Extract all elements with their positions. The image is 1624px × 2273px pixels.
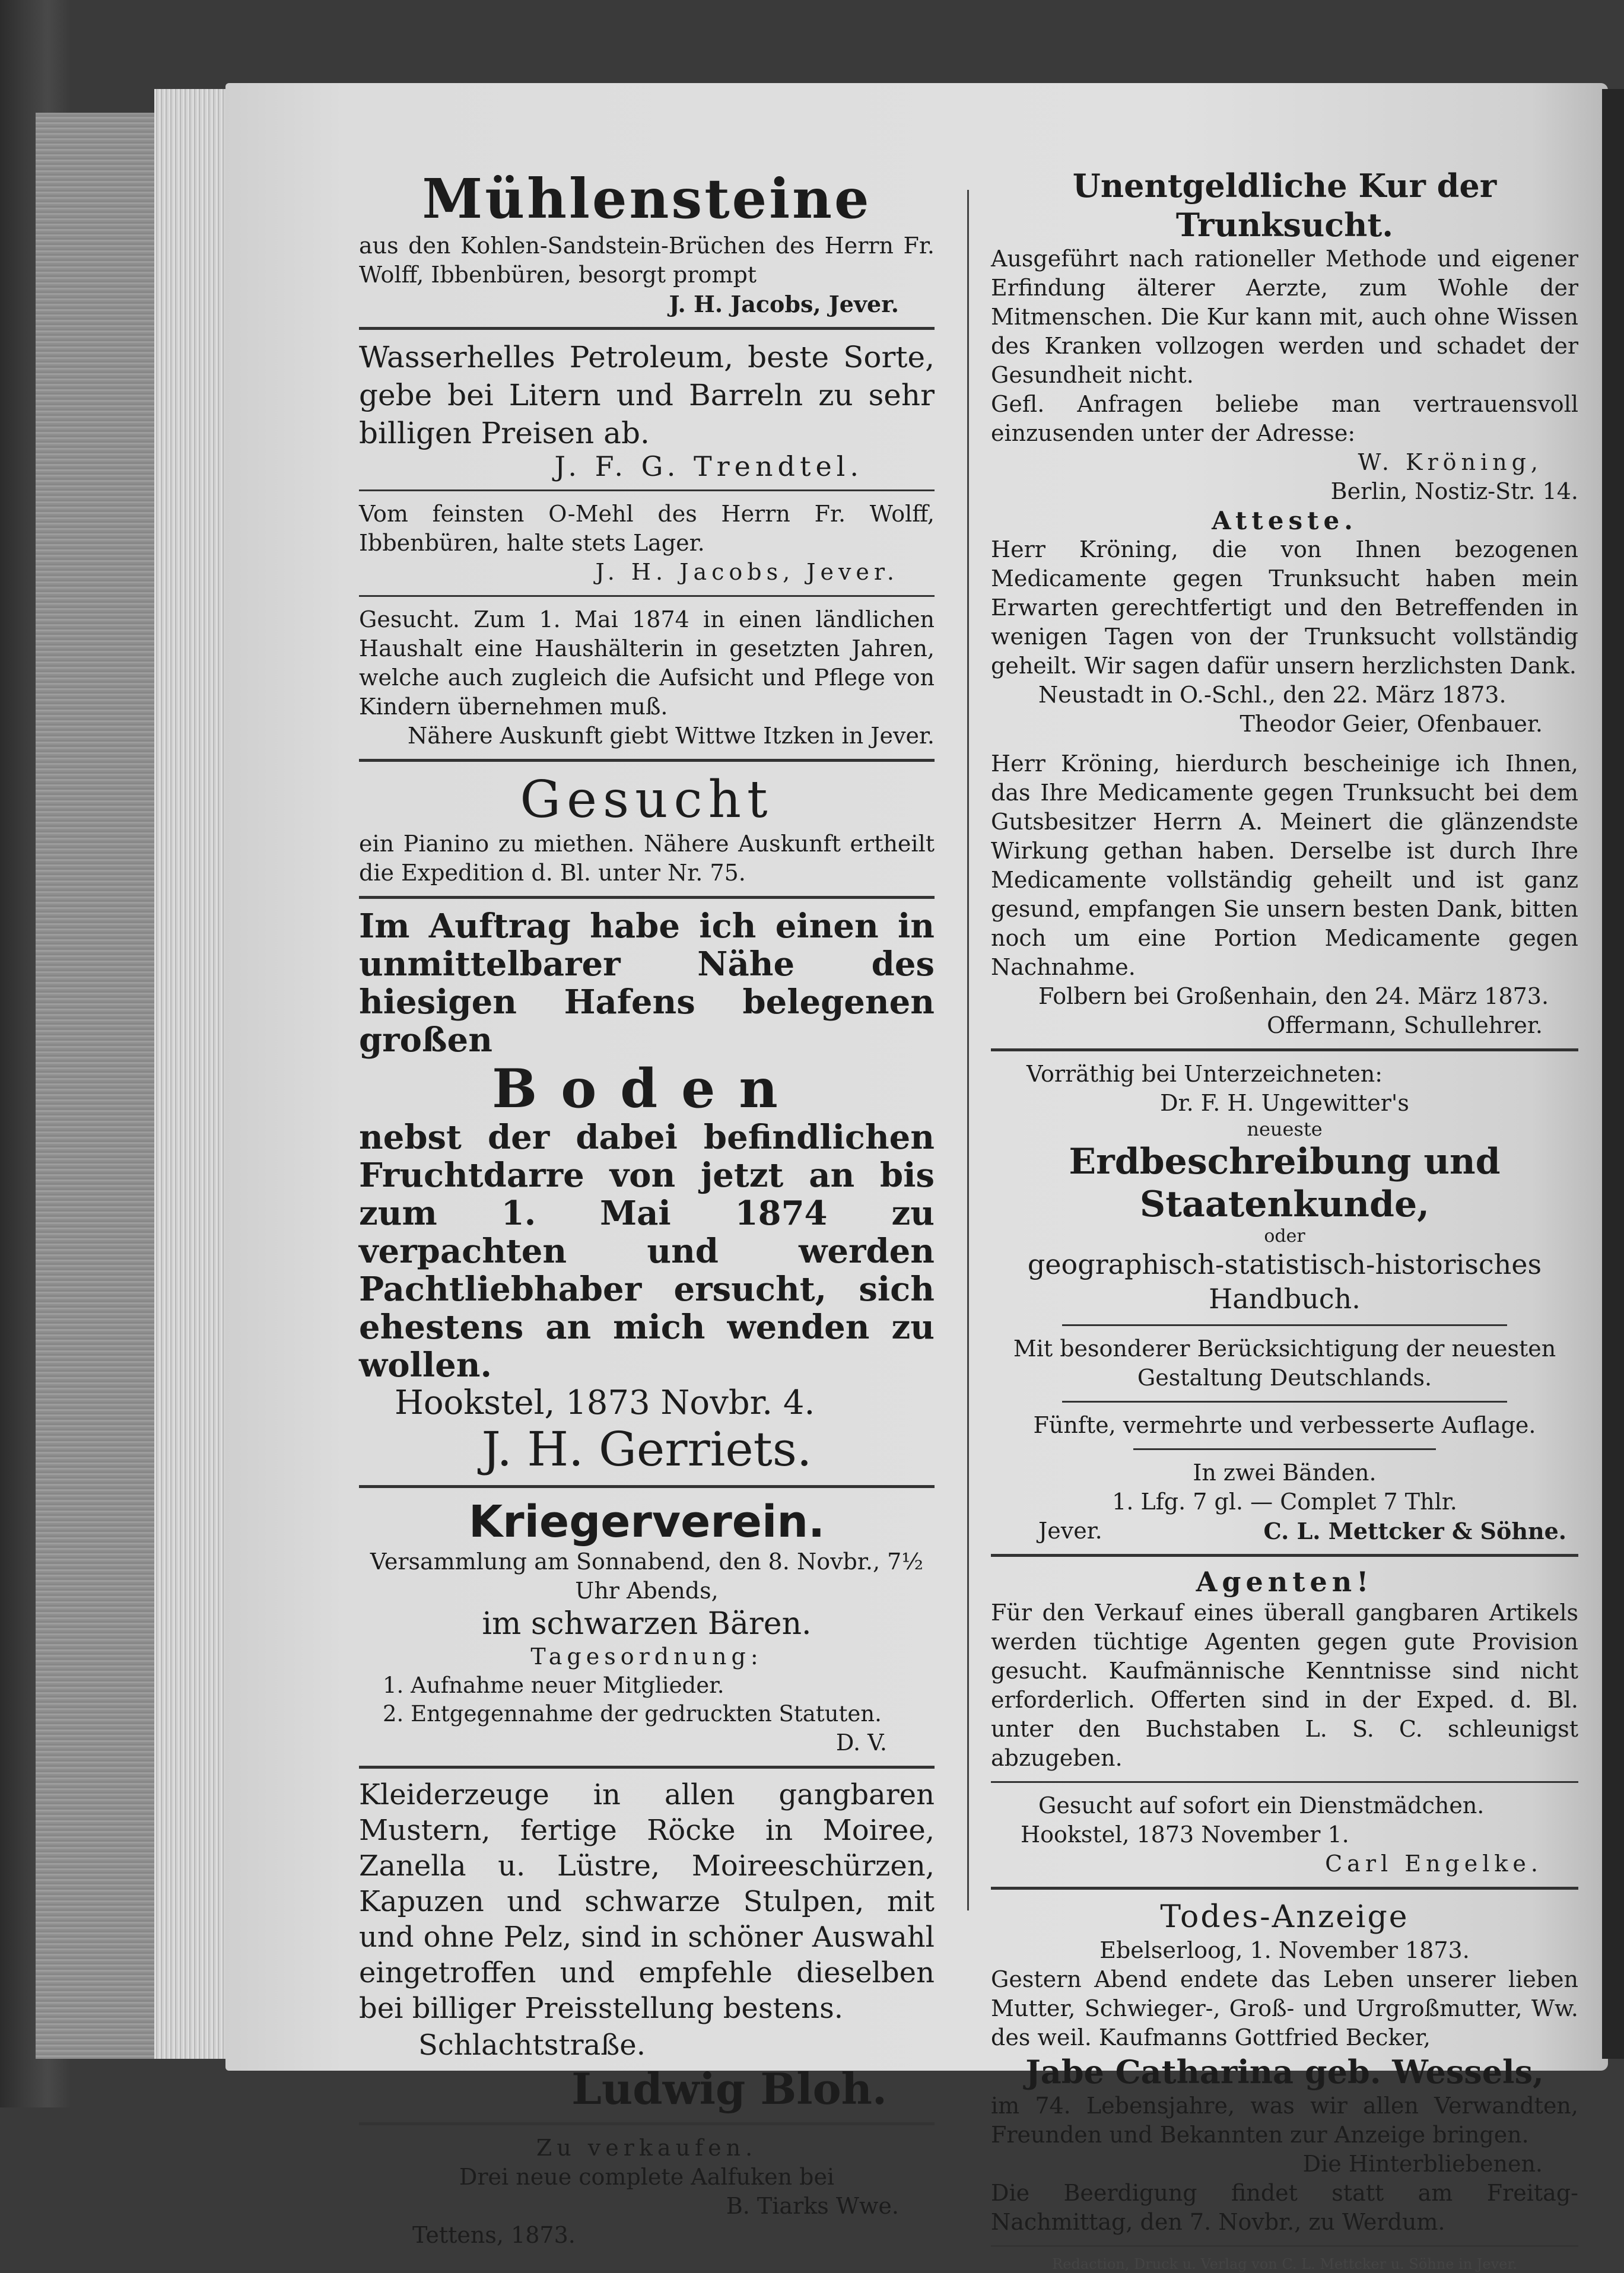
- ad-title: Unentgeldliche Kur der Trunksucht.: [1072, 167, 1497, 244]
- divider: [359, 489, 935, 491]
- ad-signature: J. H. Jacobs, Jever.: [669, 291, 899, 317]
- ad-footer: [991, 1517, 1578, 1546]
- ad-kriegerverein: [359, 1496, 935, 1757]
- ad-text: Im Auftrag habe ich einen in unmittelbarer Nähe des hiesigen Hafens belegenen großen: [359, 907, 935, 1060]
- ad-signature: B. Tiarks Wwe.: [726, 2193, 899, 2219]
- ad-place-date: Hookstel, 1873 Novbr. 4.: [395, 1384, 815, 1422]
- divider: [359, 896, 935, 899]
- divider: [991, 1781, 1578, 1783]
- ad-signature: J. H. Gerriets.: [481, 1422, 812, 1477]
- ad-text: aus den Kohlen-Sandstein-Brüchen des Herrn Fr. Wolff, Ibbenbüren, besorgt prompt: [359, 233, 935, 288]
- divider: [991, 1887, 1578, 1890]
- left-column: [359, 166, 935, 2250]
- ad-dienstmaedchen: [991, 1791, 1578, 1878]
- book-page-edges: [154, 89, 237, 2059]
- ad-keyword: Boden: [492, 1057, 802, 1120]
- ad-text: Die Beerdigung findet statt am Freitag-Nachmittag, den 7. Novbr., zu Werdum.: [991, 2180, 1578, 2235]
- imprint: Redaction, Druck u. Verlag von C. L. Mettcker u. Söhne in Jever.: [1052, 2256, 1517, 2272]
- ad-text: Gestern Abend endete das Leben unserer lieben Mutter, Schwieger-, Groß- und Urgroßmutter, Ww. des weil. Kaufmanns Gottfried Becker,: [991, 1966, 1578, 2051]
- attest-text: Herr Kröning, hierdurch bescheinige ich Ihnen, das Ihre Medicamente gegen Trunksucht bei dem Gutsbesitzer Herrn A. Meinert die glänzendste Wirkung gethan haben. Derselbe ist durch Ihre Medicamente vollständig geheilt und ist ganz gesund, empfangen Sie unsern besten Dank, bitten noch um eine Portion Medicamente gegen Nachnahme.: [991, 751, 1578, 980]
- ad-text: im 74. Lebensjahre, was wir allen Verwandten, Freunden und Bekannten zur Anzeige bringen.: [991, 2093, 1578, 2148]
- spacer: [991, 739, 1578, 749]
- ad-text: Gefl. Anfragen beliebe man vertrauensvoll einzusenden unter der Adresse:: [991, 391, 1578, 446]
- divider: [991, 1048, 1578, 1051]
- ad-text: nebst der dabei befindlichen Fruchtdarre von jetzt an bis zum 1. Mai 1874 zu verpachten und werden Pachtliebhaber ersucht, sich ehestens an mich wenden zu wollen.: [359, 1118, 935, 1385]
- ad-venue: im schwarzen Bären.: [482, 1606, 812, 1642]
- divider: [1062, 1324, 1507, 1326]
- ad-petroleum: [359, 338, 935, 481]
- agenda-item: 1. Aufnahme neuer Mitglieder.: [383, 1673, 724, 1698]
- ad-agenda-title: Tagesordnung:: [530, 1643, 763, 1670]
- ad-text: Wasserhelles Petroleum, beste Sorte, gebe bei Litern und Barreln zu sehr billigen Preisen ab.: [359, 340, 935, 450]
- ad-neueste: neueste: [1247, 1118, 1323, 1140]
- right-column: [991, 166, 1578, 2273]
- ad-mehl: [359, 500, 935, 587]
- ad-haushaelterin: [359, 605, 935, 751]
- divider: [359, 327, 935, 330]
- ad-edition: Fünfte, vermehrte und verbesserte Auflage.: [1033, 1412, 1536, 1438]
- attest-place: Folbern bei Großenhain, den 24. März 1873.: [1038, 983, 1549, 1009]
- ad-ungewitter: [991, 1060, 1578, 1546]
- ad-muehlensteine: [359, 166, 935, 319]
- ad-text: Ausgeführt nach rationeller Methode und eigener Erfindung älterer Aerzte, zum Wohle der Mitmenschen. Die Kur kann mit, auch ohne Wissen des Kranken vollzogen werden und schadet der Gesundheit nicht.: [991, 246, 1578, 388]
- ad-title: Kriegerverein.: [468, 1496, 825, 1547]
- divider: [991, 2245, 1578, 2247]
- column-rule: [967, 190, 969, 1910]
- agenda-list: [359, 1671, 935, 1728]
- ad-place: Schlachtstraße.: [418, 2029, 646, 2062]
- ad-subtitle: geographisch-statistisch-historisches Handbuch.: [1027, 1248, 1542, 1315]
- divider: [359, 759, 935, 762]
- ad-signature: C. L. Mettcker & Söhne.: [1263, 1518, 1566, 1544]
- ad-trunksucht: [991, 166, 1578, 1040]
- ad-signature: Die Hinterbliebenen.: [1302, 2151, 1543, 2177]
- ad-signature: Ludwig Bloh.: [571, 2064, 887, 2114]
- ad-oder: oder: [1264, 1226, 1305, 1247]
- agenda-item: 2. Entgegennahme der gedruckten Statuten.: [383, 1701, 882, 1727]
- ad-place-date: Ebelserloog, 1. November 1873.: [1099, 1937, 1470, 1963]
- ad-text: Vom feinsten O-Mehl des Herrn Fr. Wolff, Ibbenbüren, halte stets Lager.: [359, 501, 935, 556]
- divider: [359, 1766, 935, 1769]
- ad-text: Gesucht auf sofort ein Dienstmädchen.: [1038, 1792, 1485, 1819]
- attest-text: Herr Kröning, die von Ihnen bezogenen Medicamente gegen Trunksucht haben mein Erwarten gerechtfertigt und den Betreffenden in wenigen Tagen von der Trunksucht vollständig geheilt. Wir sagen dafür unsern herzlichsten Dank.: [991, 536, 1578, 679]
- ad-pianino: [359, 770, 935, 888]
- ad-place: Tettens, 1873.: [412, 2222, 576, 2248]
- ad-address-name: W. Kröning,: [1358, 449, 1543, 475]
- ad-text: Gesucht. Zum 1. Mai 1874 in einen ländlichen Haushalt eine Haushälterin in gesetzten Jahren, welche auch zugleich die Aufsicht und Pflege von Kindern übernehmen muß.: [359, 606, 935, 720]
- ad-title: Todes-Anzeige: [1160, 1899, 1409, 1935]
- attest-signature: Theodor Geier, Ofenbauer.: [1240, 711, 1543, 737]
- divider: [1133, 1448, 1436, 1450]
- ad-place: Hookstel, 1873 November 1.: [1021, 1821, 1349, 1848]
- ad-signature: Carl Engelke.: [1325, 1851, 1543, 1877]
- ad-text: Für den Verkauf eines überall gangbaren Artikels werden tüchtige Agenten gegen gute Provision gesucht. Kaufmännische Kenntnisse sind nicht erforderlich. Offerten sind in der Exped. d. Bl. unter den Buchstaben L. S. C. schleunigst abzugeben.: [991, 1600, 1578, 1771]
- ad-todesanzeige: [991, 1898, 1578, 2237]
- divider: [359, 595, 935, 597]
- ad-aalfuken: [359, 2134, 935, 2250]
- ad-note: Mit besonderer Berücksichtigung der neuesten Gestaltung Deutschlands.: [1013, 1336, 1556, 1391]
- ad-note: Nähere Auskunft giebt Wittwe Itzken in Jever.: [407, 723, 935, 749]
- attest-place: Neustadt in O.-Schl., den 22. März 1873.: [1038, 682, 1507, 708]
- ad-text: Drei neue complete Aalfuken bei: [459, 2164, 835, 2190]
- ad-name: Jabe Catharina geb. Wessels,: [1025, 2053, 1544, 2091]
- ad-text: ein Pianino zu miethen. Nähere Auskunft ertheilt die Expedition d. Bl. unter Nr. 75.: [359, 831, 935, 886]
- ad-price: 1. Lfg. 7 gl. — Complet 7 Thlr.: [1112, 1489, 1457, 1515]
- right-shadow: [1602, 89, 1624, 2059]
- divider: [1062, 1401, 1507, 1403]
- ad-signature: J. H. Jacobs, Jever.: [595, 559, 899, 585]
- ad-boden: [359, 907, 935, 1477]
- ad-title: Erdbeschreibung und Staatenkunde,: [1069, 1141, 1501, 1225]
- ad-volumes: In zwei Bänden.: [1193, 1460, 1377, 1486]
- ad-place: Jever.: [1038, 1518, 1102, 1544]
- divider: [991, 1554, 1578, 1557]
- ad-title: Zu verkaufen.: [536, 2135, 758, 2161]
- ad-text: Kleiderzeuge in allen gangbaren Mustern, fertige Röcke in Moiree, Zanella u. Lüstre, Moireeschürzen, Kapuzen und schwarze Stulpen, mit und ohne Pelz, sind in schöner Auswahl eingetroffen und empfehle dieselben bei billiger Preisstellung bestens.: [359, 1778, 935, 2025]
- ad-kleiderzeuge: [359, 1777, 935, 2114]
- ad-signature: J. F. G. Trendtel.: [554, 450, 863, 482]
- attest-signature: Offermann, Schullehrer.: [1267, 1012, 1543, 1038]
- ad-text: Versammlung am Sonnabend, den 8. Novbr., 7½ Uhr Abends,: [370, 1549, 924, 1604]
- ad-intro: Vorräthig bei Unterzeichneten:: [1026, 1061, 1383, 1087]
- ad-author: Dr. F. H. Ungewitter's: [1160, 1090, 1409, 1116]
- ad-title: Mühlensteine: [422, 167, 872, 231]
- divider: [359, 2122, 935, 2125]
- ad-address: Berlin, Nostiz-Str. 14.: [1330, 478, 1578, 504]
- ad-signature: D. V.: [835, 1730, 887, 1756]
- ad-agenten: [991, 1565, 1578, 1773]
- attest-title: Atteste.: [1212, 506, 1358, 535]
- ad-title: Agenten!: [1196, 1566, 1374, 1598]
- divider: [359, 1485, 935, 1488]
- ad-title: Gesucht: [520, 770, 774, 829]
